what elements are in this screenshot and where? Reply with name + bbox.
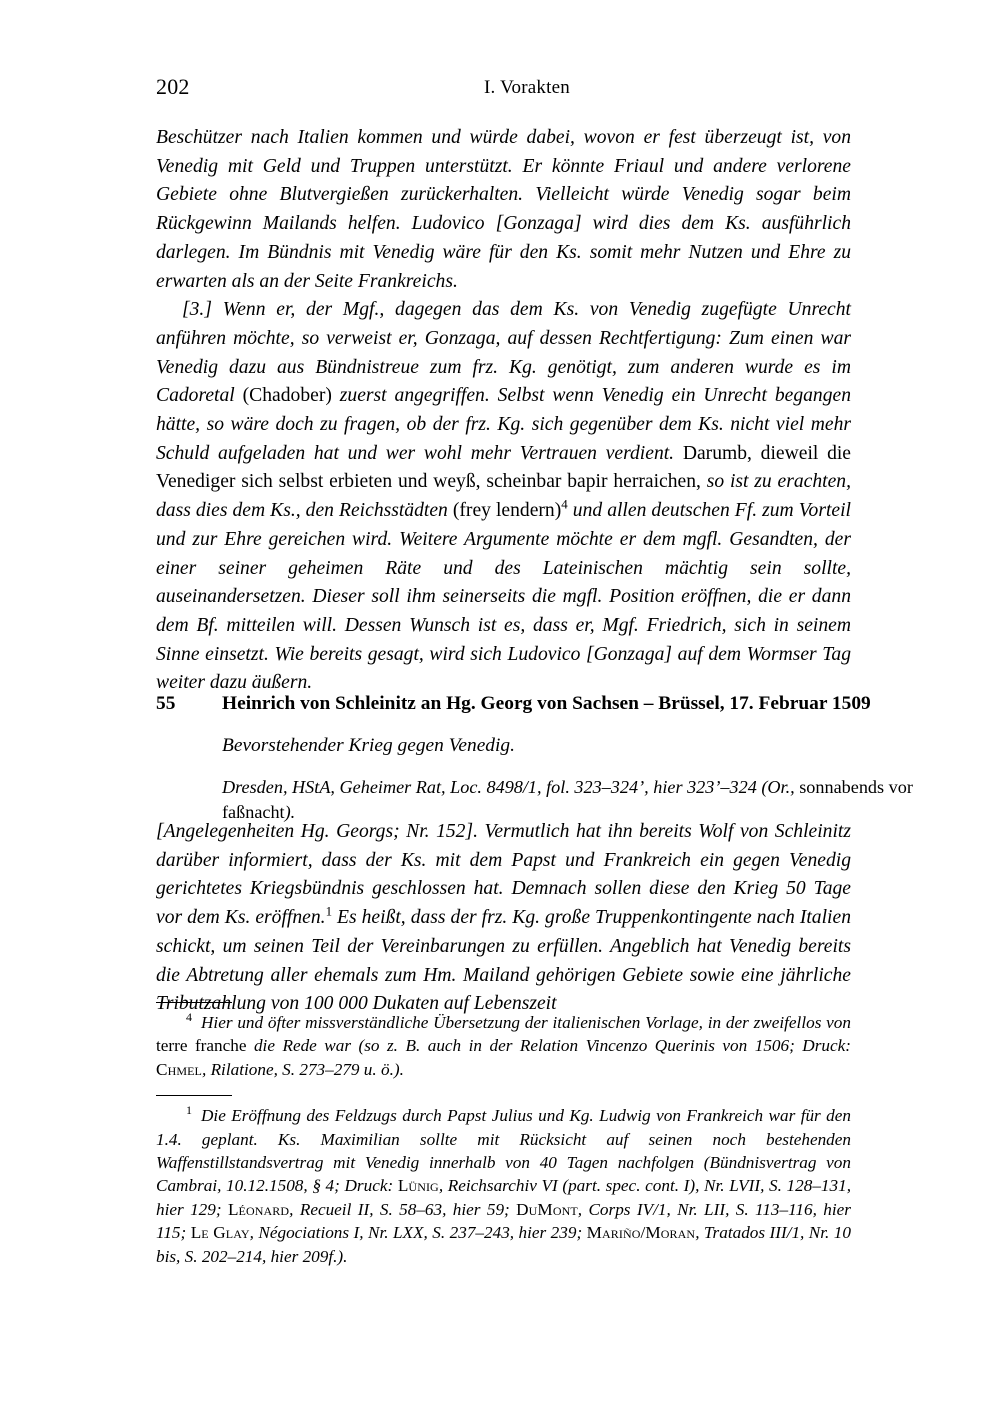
footnote-4-marker: 4 [186,1010,193,1025]
source-italic-part-1: Dresden, HStA, Geheimer Rat, Loc. 8498/1, fol. 323–324’, hier 323’–324 (Or., [222,777,795,797]
p2-roman-quote-darumb: Darumb, dieweil die Venediger sich selbst erbieten und weyß, scheinbar bapir herraichen, [156,442,852,493]
section-heading [156,691,916,717]
footnote-reference-1[interactable]: 1 [325,903,333,919]
fn4-segment-3: , Rilatione, S. 273–279 u. ö.). [201,1059,404,1079]
footnote-1 [156,1095,851,1268]
footnote-apparatus [156,1002,851,1268]
fn4-segment-1: Hier und öfter missverständliche Übersetzung der italienischen Vorlage, in der zweifellos von [201,1013,851,1032]
p2-roman-chadober: (Chadober) [242,385,332,407]
report-segment-1: [Angelegenheiten Hg. Georgs; Nr. 152]. Vermutlich hat ihn bereits Wolf von Schleinitz darüber informiert, dass der Ks. mit dem Papst und Frankreich ein gegen Venedig gerichtetes Kriegsbündnis geschlossen hat. Demnach sollen diese den Krieg 50 Tage vor dem Ks. eröffnen. [156,821,851,929]
fn1-smallcaps-marino-moran: Mariño/Moran [586,1223,696,1243]
fn1-smallcaps-leonard: Léonard [227,1199,290,1219]
fn1-segment-5: , Négociations I, Nr. LXX, S. 237–243, hier 239; [249,1223,587,1243]
report-paragraph [156,818,851,1019]
fn1-segment-2: , Reichsarchiv VI (part. spec. cont. I), Nr. LVII, S. 128–131, hier 129; [156,1176,851,1219]
p2-segment-4: und allen deutschen Ff. zum Vorteil und zur Ehre gereichen wird. Weitere Argumente möchte er dem mgfl. Gesandten, der einer seiner geheimen Räte und des Lateinischen mächtig sein sollte, auseinandersetzen. Dieser soll ihm seinerseits die mgfl. Position eröffnen, die er dann dem Bf. mitteilen will. Dessen Wunsch ist es, dass er, Mgf. Friedrich, sich in seinem Sinne einsetzt. Wie bereits gesagt, wird sich Ludovico [Gonzaga] auf dem Wormser Tag weiter dazu äußern. [156,500,851,694]
fn1-segment-1: Die Eröffnung des Feldzugs durch Papst Julius und Kg. Ludwig von Frankreich war für den 1.4. geplant. Ks. Maximilian sollte mit Rücksicht auf seinen noch bestehenden Waffenstillstandsvertrag mit Venedig innerhalb von 40 Tagen nachfolgen (Bündnisvertrag von Cambrai, 10.12.1508, § 4; Druck: [156,1106,851,1196]
page-number: 202 [156,74,190,99]
p2-segment-2: zuerst angegriffen. Selbst wenn Venedig ein Unrecht begangen hätte, so wäre doch zu fragen, ob der frz. Kg. sich gegenüber dem Ks. nicht viel mehr Schuld aufgeladen hat und wer wohl mehr Vertrauen verdient. [156,385,851,464]
report-summary-block [156,818,851,1019]
footnote-4 [156,1002,851,1081]
p2-roman-frey-lendern: (frey lendern) [452,500,562,522]
paragraph-continued [156,124,851,296]
footnote-separator-rule [156,1002,232,1003]
fn1-segment-6: , Tratados III/1, Nr. 10 bis, S. 202–214, hier 209f.). [156,1223,851,1266]
section-subtitle: Bevorstehender Krieg gegen Venedig. [222,735,515,756]
fn1-smallcaps-luenig: Lünig [397,1176,439,1196]
source-italic-part-2: ). [284,802,296,822]
p2-segment-1: [3.] Wenn er, der Mgf., dagegen das dem Ks. von Venedig zugefügte Unrecht anführen möchte, so verweist er, Gonzaga, auf dessen Rechtfertigung: Zum einen war Venedig dazu aus Bündnistreue zum frz. Kg. genötigt, zum anderen wurde es im Cadoretal [156,299,851,407]
fn4-roman-terre-franche: terre franche [156,1036,247,1056]
fn1-smallcaps-dumont: DuMont [516,1199,578,1219]
fn4-segment-2: die Rede war (so z. B. auch in der Relation Vincenzo Querinis von 1506; Druck: [246,1036,851,1056]
section-title: Heinrich von Schleinitz an Hg. Georg von Sachsen – Brüssel, 17. Februar 1509 [222,693,871,714]
fn1-segment-4: , Corps IV/1, Nr. LII, S. 113–116, hier 115; [156,1199,851,1243]
p2-segment-3: so ist zu erachten, dass dies dem Ks., den Reichsstädten [156,471,851,522]
fn4-smallcaps-chmel: Chmel [156,1059,202,1079]
document-entry-55 [156,691,916,825]
footnote-separator-rule [156,1095,232,1096]
footnote-4-text [156,1011,851,1081]
fn1-segment-3: , Recueil II, S. 58–63, hier 59; [289,1199,517,1219]
footnote-1-marker: 1 [186,1103,193,1118]
section-number: 55 [156,693,176,714]
paragraph-1-text: Beschützer nach Italien kommen und würde dabei, wovon er fest überzeugt ist, von Venedig mit Geld und Truppen unterstützt. Er könnte Friaul und andere verlorene Gebiete ohne Blutvergießen zurückerhalten. Vielleicht würde Venedig sogar beim Rückgewinn Mailands helfen. Ludovico [Gonzaga] wird dies dem Ks. ausführlich darlegen. Im Bündnis mit Venedig wäre für den Ks. somit mehr Nutzen und Ehre zu erwarten als an der Seite Frankreichs. [156,127,851,292]
source-roman-part: sonnabends vor faßnacht [222,777,913,822]
footnote-1-text [156,1104,851,1268]
paragraph-point-3 [156,296,851,698]
page-header [156,74,848,104]
fn1-smallcaps-leglay: Le Glay [190,1223,250,1243]
running-head-title: I. Vorakten [484,77,570,98]
body-text-block [156,124,851,698]
report-segment-2: Es heißt, dass der frz. Kg. große Truppenkontingente nach Italien schickt, um seinen Teil der Vereinbarungen zu erfüllen. Angeblich hat Venedig bereits die Abtretung aller ehemals zum Hm. Mailand gehörigen Gebiete sowie eine jährliche Tributzahlung von 100 000 Dukaten auf Lebenszeit [156,907,851,1015]
footnote-reference-4[interactable]: 4 [561,496,568,512]
